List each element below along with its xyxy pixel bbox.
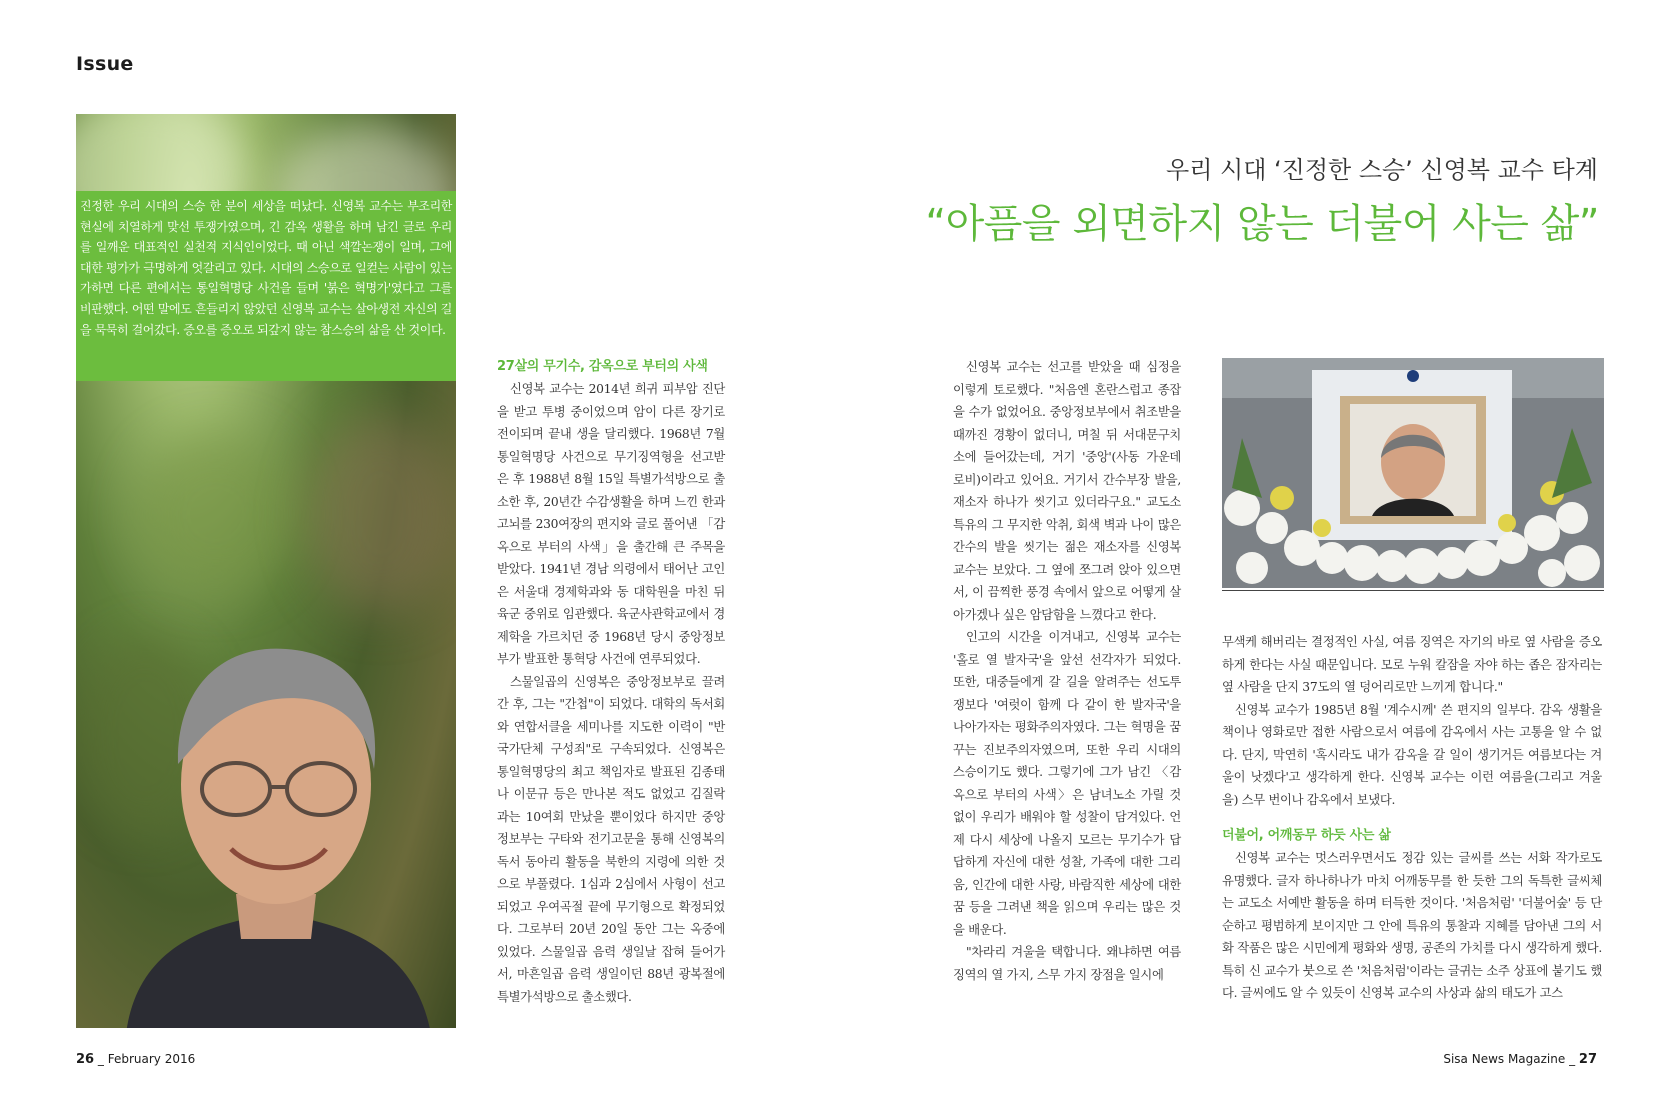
folio-right: Sisa News Magazine _ 27: [1443, 1052, 1597, 1067]
paragraph: 무색케 해버리는 결정적인 사실, 여름 징역은 자기의 바로 옆 사람을 증오하게 한다는 사실 때문입니다. 모로 누워 칼잠을 자야 하는 좁은 잠자리는 옆 사람을 단지 37도의 열 덩어리로만 느끼게 합니다.": [1222, 635, 1602, 694]
paragraph: 인고의 시간을 이겨내고, 신영복 교수는 '홀로 열 발자국'을 앞선 선각자가 되었다. 또한, 대중들에게 갈 길을 알려주는 선도투쟁보다 '여럿이 함께 다 같이 한 발자국'을 나아가자는 평화주의자였다. 그는 혁명을 꿈꾸는 진보주의자였으며, 또한 우리 시대의 스승이기도 했다. 그렇기에 그가 남긴 〈감옥으로 부터의 사색〉은 남녀노소 가릴 것 없이 우리가 배워야 할 성찰이 담겨있다. 언제 다시 세상에 나올지 모르는 무기수가 답답하게 자신에 대한 성찰, 가족에 대한 그리움, 인간에 대한 사랑, 바람직한 세상에 대한 꿈 등을 그려낸 책을 읽으며 우리는 많은 것을 배운다.: [953, 630, 1181, 937]
person-illustration: [116, 594, 436, 1028]
section-label: Issue: [76, 53, 134, 75]
paragraph: 신영복 교수는 2014년 희귀 피부암 진단을 받고 투병 중이었으며 암이 다른 장기로 전이되며 끝내 생을 달리했다. 1968년 7월 통일혁명당 사건으로 무기징역형을 선고받은 후 1988년 8월 15일 특별가석방으로 출소한 후, 20년간 수감생활을 하며 느낀 한과 고뇌를 230여장의 편지와 글로 풀어낸 「감옥으로 부터의 사색」을 출간해 큰 주목을 받았다. 1941년 경남 의령에서 태어난 고인은 서울대 경제학과와 동 대학원을 마친 뒤 육군 중위로 임관했다. 육군사관학교에서 경제학을 가르치던 중 1968년 당시 중앙정보부가 발표한 통혁당 사건에 연루되었다.: [497, 382, 725, 666]
paragraph: 스물일곱의 신영복은 중앙정보부로 끌려간 후, 그는 "간첩"이 되었다. 대학의 독서회와 연합서클을 세미나를 지도한 이력이 "반국가단체 구성죄"로 구속되었다. 신영복은 통일혁명당의 최고 책임자로 발표된 김종태나 이문규 등은 만나본 적도 없었고 김질락과는 10여회 만났을 뿐이었다 하지만 중앙정보부는 구타와 전기고문을 통해 신영복의 독서 동아리 활동을 북한의 지령에 의한 것으로 부풀렸다. 1심과 2심에서 사형이 선고되었고 우여곡절 끝에 무기형으로 확정되었다. 그로부터 20년 20일 동안 그는 옥중에 있었다. 스물일곱 음력 생일날 잡혀 들어가서, 마흔일곱 음력 생일이던 88년 광복절에 특별가석방으로 출소했다.: [497, 674, 725, 1004]
headline: “아픔을 외면하지 않는 더불어 사는 삶”: [925, 201, 1599, 247]
page-number-left: 26: [76, 1052, 95, 1067]
body-column-2: [953, 356, 1181, 986]
page-number-right: 27: [1578, 1052, 1597, 1067]
paragraph: 신영복 교수가 1985년 8월 '계수시께' 쓴 편지의 일부다. 감옥 생활을 책이나 영화로만 접한 사람으로서 여름에 감옥에서 사는 고통을 알 수 없다. 단지, 막연히 '혹시라도 내가 감옥을 갈 일이 생기거든 여름보다는 겨울이 낫겠다'고 생각하게 한다. 신영복 교수는 이런 여름을(그리고 겨울을) 스무 번이나 감옥에서 보냈다.: [1222, 702, 1602, 807]
subhead-1: 27살의 무기수, 감옥으로 부터의 사색: [497, 359, 708, 374]
issue-date: February 2016: [107, 1052, 196, 1066]
photo-underline: [1222, 590, 1604, 591]
paragraph: "차라리 겨울을 택합니다. 왜냐하면 여름 징역의 열 가지, 스무 가지 장점을 일시에: [953, 945, 1181, 982]
memorial-photo: [1222, 358, 1604, 588]
folio-left: 26 _ February 2016: [76, 1052, 196, 1067]
kicker-title: 우리 시대 ‘진정한 스승’ 신영복 교수 타계: [1166, 156, 1598, 184]
memorial-illustration: [1222, 358, 1604, 588]
paragraph: 신영복 교수는 선고를 받았을 때 심정을 이렇게 토로했다. "처음엔 혼란스럽고 종잡을 수가 없었어요. 중앙정보부에서 취조받을 때까진 경황이 없더니, 며칠 뒤 서대문구치소에 들어갔는데, 거기 '중앙'(사동 가운데 로비)이라고 있어요. 거기서 간수부장 발을, 재소자 하나가 씻기고 있더라구요." 교도소 특유의 그 무지한 악취, 회색 벽과 나이 많은 간수의 발을 씻기는 젊은 재소자를 신영복 교수는 보았다. 그 옆에 쪼그려 앉아 있으면서, 이 끔찍한 풍경 속에서 앞으로 어떻게 살아가겠나 싶은 암담함을 느꼈다고 한다.: [953, 360, 1181, 622]
body-column-1: [497, 356, 725, 1008]
magazine-name: Sisa News Magazine: [1443, 1052, 1566, 1066]
paragraph: 신영복 교수는 멋스러우면서도 정감 있는 글씨를 쓰는 서화 작가로도 유명했다. 글자 하나하나가 마치 어깨동무를 한 듯한 그의 독특한 글씨체는 교도소 서예반 활동을 하며 터득한 것이다. '처음처럼' '더불어숲' 등 단순하고 평범하게 보이지만 그 안에 특유의 통찰과 지혜를 담아낸 그의 서화 작품은 많은 시민에게 평화와 생명, 공존의 가치를 다시 생각하게 했다. 특히 신 교수가 붓으로 쓴 '처음처럼'이라는 글귀는 소주 상표에 붙기도 했다. 글씨에도 알 수 있듯이 신영복 교수의 사상과 삶의 태도가 고스: [1222, 851, 1602, 1000]
body-column-3: [1222, 631, 1602, 1005]
lead-summary: 진정한 우리 시대의 스승 한 분이 세상을 떠났다. 신영복 교수는 부조리한 현실에 치열하게 맞선 투쟁가였으며, 긴 감옥 생활을 하며 남긴 글로 우리를 일깨운 대표적인 실천적 지식인이었다. 때 아닌 색깔논쟁이 일며, 그에 대한 평가가 극명하게 엇갈리고 있다. 시대의 스승으로 일컫는 사람이 있는가하면 다른 편에서는 통일혁명당 사건을 들며 '붉은 혁명가'였다고 그를 비판했다. 어떤 말에도 흔들리지 않았던 신영복 교수는 살아생전 자신의 길을 묵묵히 걸어갔다. 증오를 증오로 되갚지 않는 참스승의 삶을 산 것이다.: [76, 191, 456, 381]
subhead-2: 더불어, 어깨동무 하듯 사는 삶: [1222, 828, 1391, 843]
